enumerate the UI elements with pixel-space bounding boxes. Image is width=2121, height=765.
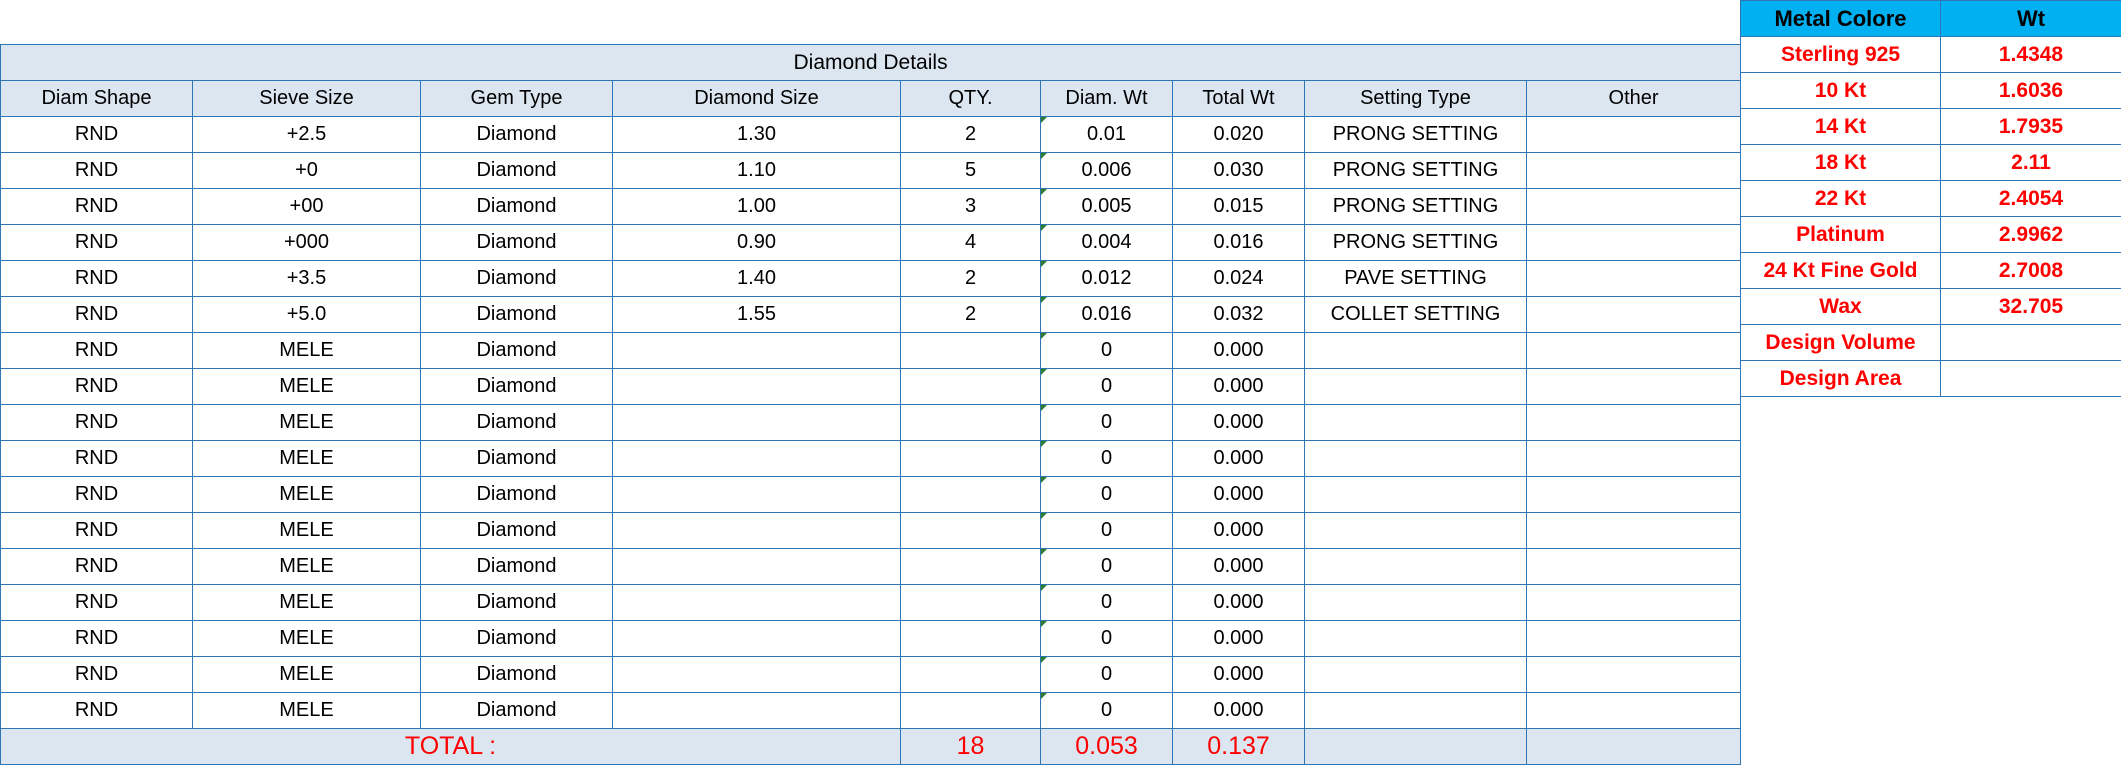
diamond-cell[interactable]	[901, 657, 1041, 693]
metal-row	[1741, 253, 2121, 289]
diamond-cell[interactable]: PRONG SETTING	[1305, 117, 1527, 153]
diamond-cell[interactable]	[901, 549, 1041, 585]
metal-name: Design Area	[1741, 361, 1941, 397]
diamond-cell[interactable]	[1527, 441, 1741, 477]
diamond-cell[interactable]: Diamond	[421, 441, 613, 477]
diamond-cell[interactable]: RND	[1, 261, 193, 297]
diamond-cell[interactable]: 0.000	[1173, 441, 1305, 477]
table-row	[1, 333, 1741, 369]
diamond-cell[interactable]: MELE	[193, 441, 421, 477]
diamond-cell[interactable]: 0.016	[1041, 297, 1173, 333]
diamond-cell[interactable]: PRONG SETTING	[1305, 189, 1527, 225]
diamond-col-header: Total Wt	[1173, 81, 1305, 117]
diamond-cell[interactable]: 0.015	[1173, 189, 1305, 225]
diamond-col-header: Diamond Size	[613, 81, 901, 117]
diamond-cell[interactable]: RND	[1, 585, 193, 621]
diamond-cell[interactable]: Diamond	[421, 477, 613, 513]
diamond-cell[interactable]	[1305, 549, 1527, 585]
diamond-col-header: QTY.	[901, 81, 1041, 117]
diamond-cell[interactable]: +00	[193, 189, 421, 225]
diamond-cell[interactable]	[1305, 621, 1527, 657]
diamond-cell[interactable]	[1527, 189, 1741, 225]
diamond-cell[interactable]	[613, 549, 901, 585]
diamond-cell[interactable]: Diamond	[421, 153, 613, 189]
diamond-cell[interactable]: MELE	[193, 693, 421, 729]
diamond-cell[interactable]: MELE	[193, 477, 421, 513]
diamond-cell[interactable]: 0	[1041, 513, 1173, 549]
total-total-wt: 0.137	[1173, 729, 1305, 765]
metal-weight-value[interactable]: 2.7008	[1941, 253, 2121, 289]
total-diam-wt: 0.053	[1041, 729, 1173, 765]
diamond-cell[interactable]	[613, 405, 901, 441]
diamond-cell[interactable]: 0.016	[1173, 225, 1305, 261]
diamond-cell[interactable]	[1305, 657, 1527, 693]
diamond-cell[interactable]	[1527, 585, 1741, 621]
diamond-cell[interactable]	[613, 657, 901, 693]
diamond-details-panel	[0, 44, 1740, 765]
diamond-cell[interactable]	[1527, 369, 1741, 405]
diamond-cell[interactable]: 0.000	[1173, 513, 1305, 549]
diamond-cell[interactable]	[1527, 225, 1741, 261]
table-row	[1, 621, 1741, 657]
diamond-cell[interactable]: Diamond	[421, 513, 613, 549]
diamond-cell[interactable]: PRONG SETTING	[1305, 153, 1527, 189]
diamond-cell[interactable]: 0	[1041, 333, 1173, 369]
diamond-cell[interactable]: 0.90	[613, 225, 901, 261]
diamond-col-header: Gem Type	[421, 81, 613, 117]
diamond-cell[interactable]: RND	[1, 405, 193, 441]
metal-row	[1741, 109, 2121, 145]
table-row	[1, 369, 1741, 405]
diamond-cell[interactable]: PRONG SETTING	[1305, 225, 1527, 261]
diamond-cell[interactable]: 1.55	[613, 297, 901, 333]
diamond-cell[interactable]: MELE	[193, 405, 421, 441]
diamond-cell[interactable]: MELE	[193, 369, 421, 405]
diamond-cell[interactable]: RND	[1, 693, 193, 729]
diamond-cell[interactable]: 2	[901, 117, 1041, 153]
metal-row	[1741, 73, 2121, 109]
diamond-cell[interactable]: 0.000	[1173, 621, 1305, 657]
diamond-cell[interactable]	[901, 585, 1041, 621]
diamond-cell[interactable]: Diamond	[421, 693, 613, 729]
diamond-cell[interactable]	[1527, 297, 1741, 333]
diamond-cell[interactable]	[901, 693, 1041, 729]
diamond-cell[interactable]	[901, 405, 1041, 441]
diamond-cell[interactable]: 0	[1041, 369, 1173, 405]
diamond-cell[interactable]	[901, 369, 1041, 405]
diamond-cell[interactable]	[613, 621, 901, 657]
diamond-title-row	[1, 45, 1741, 81]
metal-col-header: Metal Colore	[1741, 1, 1941, 37]
diamond-cell[interactable]: RND	[1, 513, 193, 549]
diamond-cell[interactable]: Diamond	[421, 225, 613, 261]
metal-weight-value[interactable]: 2.11	[1941, 145, 2121, 181]
diamond-cell[interactable]	[1305, 693, 1527, 729]
diamond-cell[interactable]	[901, 333, 1041, 369]
diamond-cell[interactable]: 0	[1041, 405, 1173, 441]
diamond-cell[interactable]: 0	[1041, 441, 1173, 477]
diamond-cell[interactable]: MELE	[193, 549, 421, 585]
total-label: TOTAL :	[1, 729, 901, 765]
diamond-cell[interactable]	[1527, 513, 1741, 549]
diamond-cell[interactable]	[901, 441, 1041, 477]
diamond-cell[interactable]: 0.000	[1173, 657, 1305, 693]
diamond-cell[interactable]: RND	[1, 441, 193, 477]
diamond-details-table	[0, 44, 1741, 765]
table-row	[1, 117, 1741, 153]
table-row	[1, 657, 1741, 693]
diamond-cell[interactable]: 0.000	[1173, 333, 1305, 369]
metal-name: 14 Kt	[1741, 109, 1941, 145]
diamond-cell[interactable]: RND	[1, 297, 193, 333]
diamond-cell[interactable]: Diamond	[421, 369, 613, 405]
metal-row	[1741, 361, 2121, 397]
diamond-cell[interactable]: 0.032	[1173, 297, 1305, 333]
total-qty: 18	[901, 729, 1041, 765]
diamond-cell[interactable]: Diamond	[421, 549, 613, 585]
table-row	[1, 153, 1741, 189]
diamond-cell[interactable]: RND	[1, 117, 193, 153]
diamond-cell[interactable]	[613, 477, 901, 513]
diamond-cell[interactable]: RND	[1, 153, 193, 189]
diamond-cell[interactable]: +3.5	[193, 261, 421, 297]
diamond-cell[interactable]: +5.0	[193, 297, 421, 333]
diamond-header-row	[1, 81, 1741, 117]
diamond-cell[interactable]	[613, 693, 901, 729]
table-row	[1, 513, 1741, 549]
metal-weight-panel	[1740, 0, 2121, 397]
diamond-cell[interactable]: 1.30	[613, 117, 901, 153]
diamond-cell[interactable]	[613, 441, 901, 477]
diamond-cell[interactable]: Diamond	[421, 189, 613, 225]
metal-name: 22 Kt	[1741, 181, 1941, 217]
diamond-cell[interactable]: 1.40	[613, 261, 901, 297]
diamond-cell[interactable]: 0.000	[1173, 477, 1305, 513]
diamond-cell[interactable]: RND	[1, 657, 193, 693]
diamond-cell[interactable]: 0.006	[1041, 153, 1173, 189]
diamond-cell[interactable]: MELE	[193, 513, 421, 549]
diamond-cell[interactable]: 0.000	[1173, 585, 1305, 621]
diamond-cell[interactable]	[1305, 441, 1527, 477]
metal-name: Wax	[1741, 289, 1941, 325]
metal-name: 24 Kt Fine Gold	[1741, 253, 1941, 289]
diamond-cell[interactable]: +2.5	[193, 117, 421, 153]
diamond-cell[interactable]: 2	[901, 297, 1041, 333]
diamond-cell[interactable]: 0.000	[1173, 549, 1305, 585]
metal-name: Platinum	[1741, 217, 1941, 253]
metal-row	[1741, 145, 2121, 181]
total-other-blank	[1527, 729, 1741, 765]
metal-row	[1741, 37, 2121, 73]
diamond-cell[interactable]: PAVE SETTING	[1305, 261, 1527, 297]
metal-name: 10 Kt	[1741, 73, 1941, 109]
diamond-cell[interactable]: RND	[1, 621, 193, 657]
diamond-cell[interactable]: RND	[1, 189, 193, 225]
metal-row	[1741, 325, 2121, 361]
metal-row	[1741, 217, 2121, 253]
diamond-cell[interactable]	[613, 585, 901, 621]
diamond-cell[interactable]	[613, 513, 901, 549]
table-row	[1, 441, 1741, 477]
diamond-cell[interactable]: 3	[901, 189, 1041, 225]
metal-col-header: Wt	[1941, 1, 2121, 37]
metal-weight-value[interactable]	[1941, 325, 2121, 361]
diamond-cell[interactable]	[901, 477, 1041, 513]
table-row	[1, 549, 1741, 585]
diamond-cell[interactable]	[1305, 513, 1527, 549]
diamond-cell[interactable]: 0.020	[1173, 117, 1305, 153]
diamond-cell[interactable]: 0	[1041, 477, 1173, 513]
diamond-cell[interactable]	[1527, 333, 1741, 369]
table-row	[1, 261, 1741, 297]
diamond-cell[interactable]: Diamond	[421, 405, 613, 441]
table-row	[1, 225, 1741, 261]
diamond-col-header: Setting Type	[1305, 81, 1527, 117]
diamond-cell[interactable]: RND	[1, 549, 193, 585]
diamond-cell[interactable]: 0.030	[1173, 153, 1305, 189]
diamond-cell[interactable]: MELE	[193, 657, 421, 693]
diamond-cell[interactable]: 0.012	[1041, 261, 1173, 297]
metal-weight-value[interactable]	[1941, 361, 2121, 397]
diamond-cell[interactable]	[901, 513, 1041, 549]
diamond-col-header: Other	[1527, 81, 1741, 117]
diamond-cell[interactable]: 0	[1041, 693, 1173, 729]
diamond-cell[interactable]	[1527, 261, 1741, 297]
diamond-cell[interactable]	[1527, 621, 1741, 657]
diamond-cell[interactable]: 1.10	[613, 153, 901, 189]
table-row	[1, 477, 1741, 513]
diamond-cell[interactable]: +0	[193, 153, 421, 189]
diamond-cell[interactable]: Diamond	[421, 621, 613, 657]
diamond-cell[interactable]: 0	[1041, 585, 1173, 621]
diamond-cell[interactable]	[1527, 405, 1741, 441]
metal-weight-value[interactable]: 1.4348	[1941, 37, 2121, 73]
diamond-cell[interactable]: Diamond	[421, 261, 613, 297]
metal-weight-value[interactable]: 1.6036	[1941, 73, 2121, 109]
table-row	[1, 405, 1741, 441]
diamond-cell[interactable]	[1305, 585, 1527, 621]
diamond-cell[interactable]: Diamond	[421, 585, 613, 621]
diamond-cell[interactable]: COLLET SETTING	[1305, 297, 1527, 333]
metal-name: 18 Kt	[1741, 145, 1941, 181]
table-row	[1, 189, 1741, 225]
diamond-cell[interactable]: RND	[1, 333, 193, 369]
diamond-cell[interactable]	[1527, 153, 1741, 189]
diamond-cell[interactable]	[901, 621, 1041, 657]
metal-weight-value[interactable]: 2.4054	[1941, 181, 2121, 217]
metal-weight-value[interactable]: 32.705	[1941, 289, 2121, 325]
diamond-cell[interactable]: 0.000	[1173, 405, 1305, 441]
metal-row	[1741, 289, 2121, 325]
diamond-cell[interactable]: 4	[901, 225, 1041, 261]
diamond-cell[interactable]	[1305, 405, 1527, 441]
metal-header-row	[1741, 1, 2121, 37]
diamond-cell[interactable]: 0.000	[1173, 369, 1305, 405]
diamond-cell[interactable]	[1527, 693, 1741, 729]
diamond-col-header: Diam. Wt	[1041, 81, 1173, 117]
diamond-col-header: Sieve Size	[193, 81, 421, 117]
diamond-cell[interactable]: 0	[1041, 657, 1173, 693]
table-row	[1, 693, 1741, 729]
diamond-cell[interactable]	[1527, 549, 1741, 585]
diamond-cell[interactable]: Diamond	[421, 333, 613, 369]
diamond-cell[interactable]: Diamond	[421, 117, 613, 153]
diamond-cell[interactable]	[1527, 477, 1741, 513]
diamond-cell[interactable]: MELE	[193, 585, 421, 621]
diamond-cell[interactable]: 0.01	[1041, 117, 1173, 153]
diamond-cell[interactable]: Diamond	[421, 657, 613, 693]
table-row	[1, 585, 1741, 621]
diamond-cell[interactable]: MELE	[193, 621, 421, 657]
diamond-cell[interactable]: 5	[901, 153, 1041, 189]
diamond-cell[interactable]: 0.004	[1041, 225, 1173, 261]
diamond-cell[interactable]: 0	[1041, 621, 1173, 657]
diamond-cell[interactable]	[1305, 477, 1527, 513]
table-row	[1, 297, 1741, 333]
metal-name: Sterling 925	[1741, 37, 1941, 73]
diamond-cell[interactable]	[1527, 117, 1741, 153]
diamond-cell[interactable]: 0.005	[1041, 189, 1173, 225]
diamond-cell[interactable]: 0.000	[1173, 693, 1305, 729]
metal-name: Design Volume	[1741, 325, 1941, 361]
diamond-total-row	[1, 729, 1741, 765]
diamond-cell[interactable]	[613, 369, 901, 405]
metal-weight-table	[1740, 0, 2121, 397]
diamond-cell[interactable]: 0	[1041, 549, 1173, 585]
metal-row	[1741, 181, 2121, 217]
diamond-cell[interactable]: RND	[1, 225, 193, 261]
diamond-cell[interactable]	[1305, 333, 1527, 369]
diamond-cell[interactable]: RND	[1, 477, 193, 513]
diamond-cell[interactable]: 2	[901, 261, 1041, 297]
metal-weight-value[interactable]: 1.7935	[1941, 109, 2121, 145]
diamond-cell[interactable]: 0.024	[1173, 261, 1305, 297]
diamond-cell[interactable]	[613, 333, 901, 369]
metal-weight-value[interactable]: 2.9962	[1941, 217, 2121, 253]
diamond-cell[interactable]	[1527, 657, 1741, 693]
diamond-cell[interactable]	[1305, 369, 1527, 405]
diamond-cell[interactable]: +000	[193, 225, 421, 261]
diamond-col-header: Diam Shape	[1, 81, 193, 117]
total-setting-blank	[1305, 729, 1527, 765]
diamond-cell[interactable]: RND	[1, 369, 193, 405]
diamond-title: Diamond Details	[1, 45, 1741, 81]
diamond-cell[interactable]: Diamond	[421, 297, 613, 333]
diamond-cell[interactable]: 1.00	[613, 189, 901, 225]
diamond-cell[interactable]: MELE	[193, 333, 421, 369]
